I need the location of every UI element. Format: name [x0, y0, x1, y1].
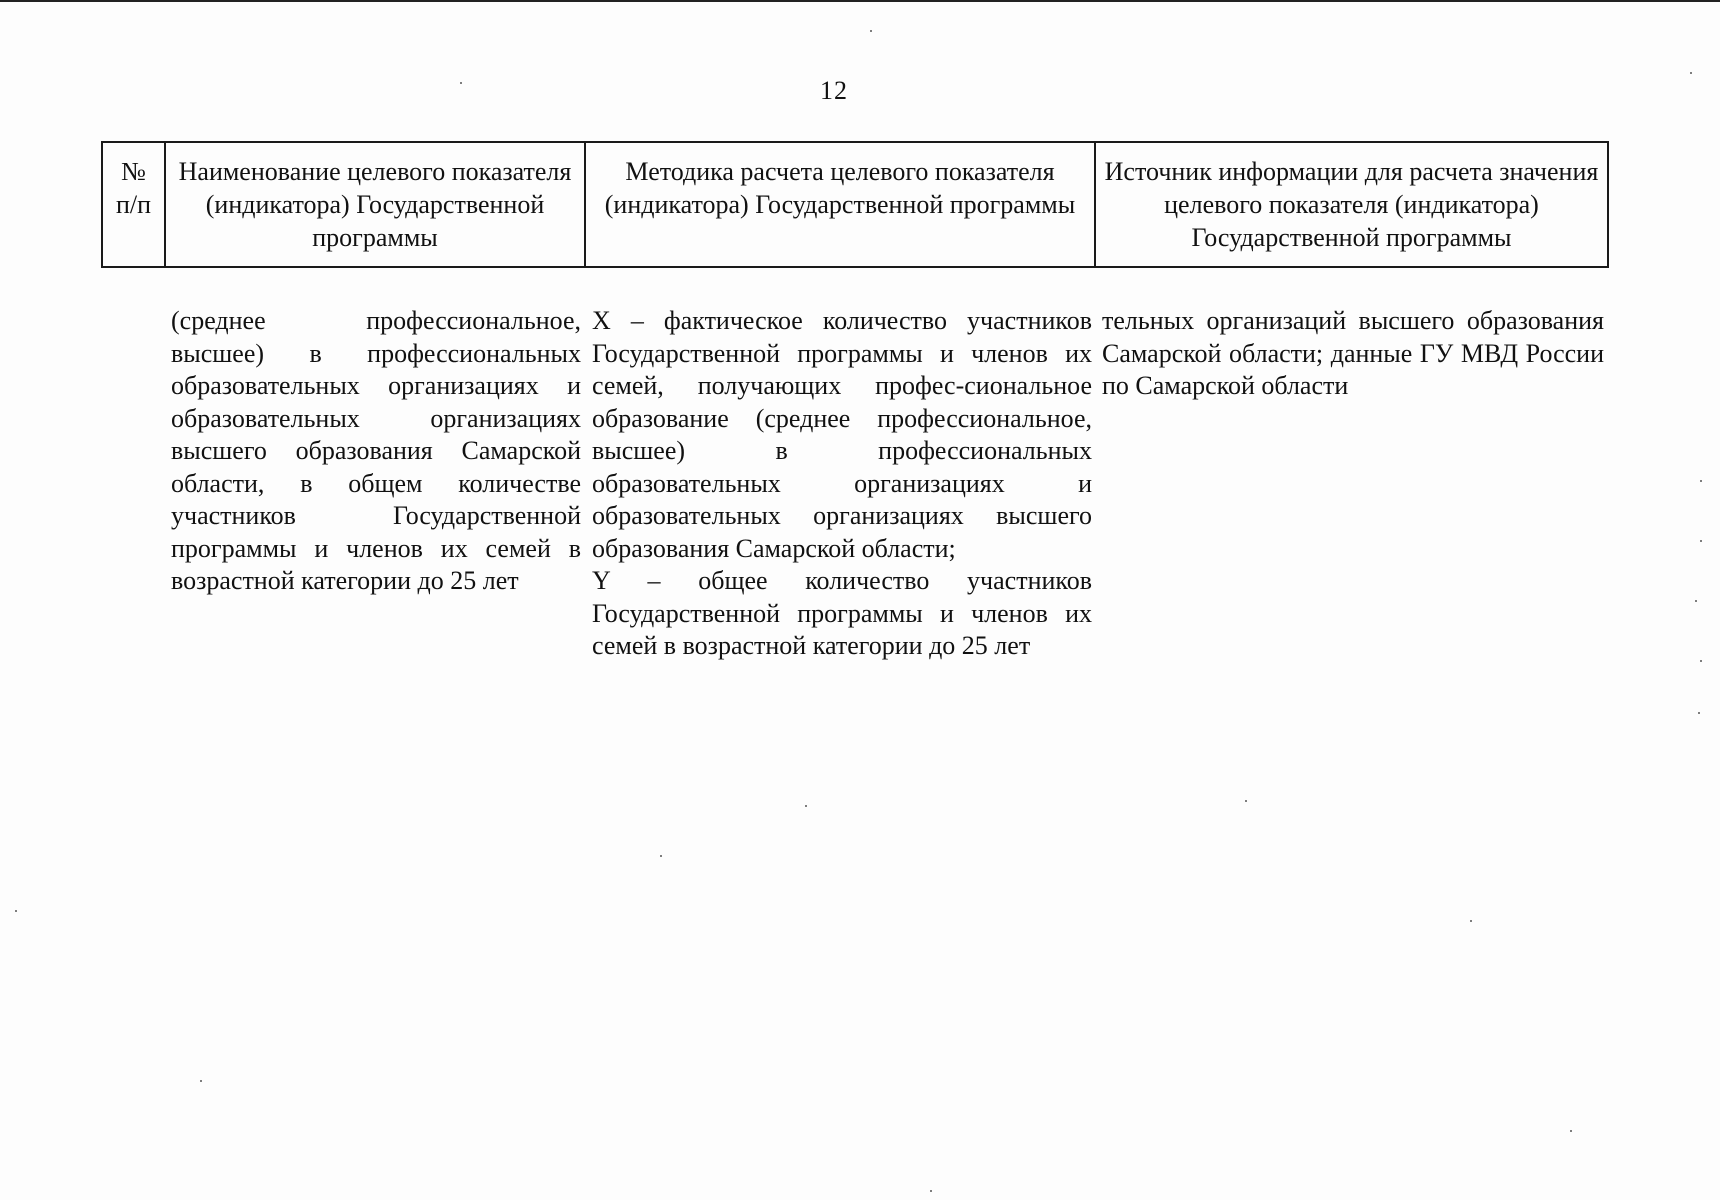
header-indicator-name: Наименование целевого показателя (индикатора) Государственной программы — [165, 142, 585, 267]
scan-speck — [930, 1190, 932, 1192]
methodology-y-text: Y – общее количество участников Государственной программы и членов их семей в возрастной категории до 25 лет — [592, 566, 1092, 660]
scan-speck — [1245, 800, 1247, 802]
scan-speck — [1695, 600, 1697, 602]
header-information-source: Источник информации для расчета значения целевого показателя (индикатора) Государственной программы — [1095, 142, 1608, 267]
scan-speck — [460, 82, 462, 84]
top-edge-rule — [0, 0, 1720, 2]
scan-speck — [1470, 920, 1472, 922]
scan-speck — [1700, 480, 1702, 482]
cell-indicator-name — [171, 305, 581, 598]
scan-speck — [1698, 712, 1700, 714]
scan-speck — [15, 910, 17, 912]
scan-speck — [1700, 660, 1702, 662]
header-number: № п/п — [102, 142, 165, 267]
methodology-x-text: X – фактическое количество участников Государственной программы и членов их семей, получающих профес-сиональное образование (среднее профессиональное, высшее) в профессиональных образовательных организациях и образовательных организациях высшего образования Самарской области; — [592, 306, 1092, 563]
table-header — [101, 141, 1609, 268]
scan-speck — [1570, 1130, 1572, 1132]
scan-speck — [870, 30, 872, 32]
page-number: 12 — [820, 76, 848, 105]
cell-methodology — [592, 305, 1092, 663]
scan-speck — [660, 855, 662, 857]
scan-speck — [805, 805, 807, 807]
scan-speck — [1700, 540, 1702, 542]
source-text: тельных организаций высшего образования Самарской области; данные ГУ МВД России по Самарской области — [1102, 306, 1604, 400]
header-methodology: Методика расчета целевого показателя (индикатора) Государственной программы — [585, 142, 1095, 267]
scan-speck — [1690, 72, 1692, 74]
header-row — [102, 142, 1608, 267]
scan-speck — [200, 1080, 202, 1082]
indicator-name-text: (среднее профессиональное, высшее) в профессиональных образовательных организациях и образовательных организациях высшего образования Самарской области, в общем количестве участников Государственной программы и членов их семей в возрастной категории до 25 лет — [171, 306, 581, 595]
cell-information-source — [1102, 305, 1604, 403]
